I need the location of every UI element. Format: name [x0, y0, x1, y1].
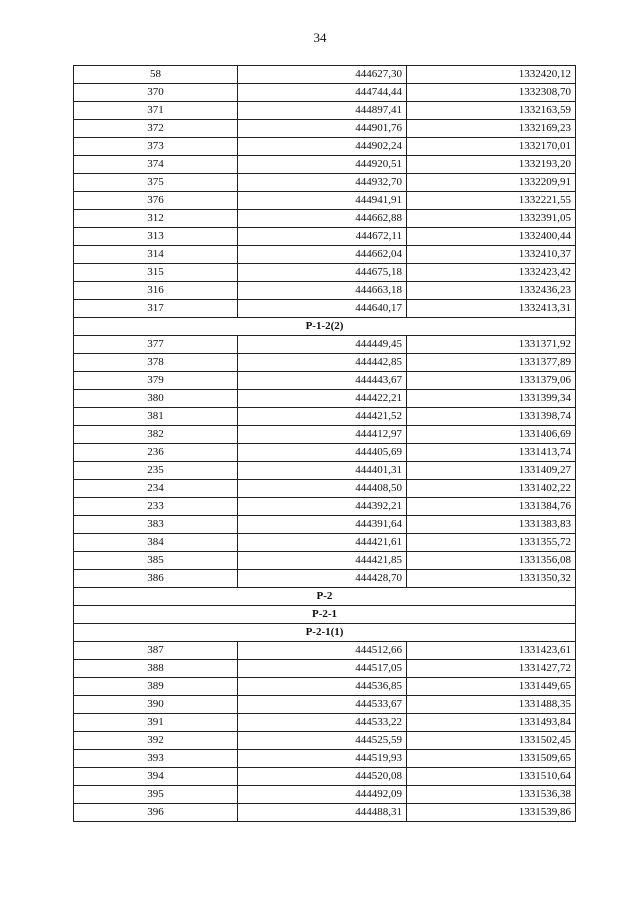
x-coordinate-cell: 444672,11 [238, 228, 407, 246]
x-coordinate-cell: 444517,05 [238, 660, 407, 678]
y-coordinate-cell: 1331350,32 [407, 570, 576, 588]
point-number-cell: 379 [74, 372, 238, 390]
table-row [74, 66, 576, 84]
x-coordinate-cell: 444897,41 [238, 102, 407, 120]
table-row [74, 444, 576, 462]
table-row [74, 120, 576, 138]
x-coordinate-cell: 444520,08 [238, 768, 407, 786]
y-coordinate-cell: 1331488,35 [407, 696, 576, 714]
point-number-cell: 394 [74, 768, 238, 786]
y-coordinate-cell: 1331398,74 [407, 408, 576, 426]
table-row [74, 426, 576, 444]
point-number-cell: 380 [74, 390, 238, 408]
y-coordinate-cell: 1331355,72 [407, 534, 576, 552]
table-row [74, 336, 576, 354]
point-number-cell: 233 [74, 498, 238, 516]
y-coordinate-cell: 1331413,74 [407, 444, 576, 462]
y-coordinate-cell: 1331493,84 [407, 714, 576, 732]
point-number-cell: 313 [74, 228, 238, 246]
section-label: Р-2-1(1) [74, 624, 576, 642]
y-coordinate-cell: 1331371,92 [407, 336, 576, 354]
section-header-row [74, 624, 576, 642]
y-coordinate-cell: 1332221,55 [407, 192, 576, 210]
y-coordinate-cell: 1331509,65 [407, 750, 576, 768]
y-coordinate-cell: 1331409,27 [407, 462, 576, 480]
y-coordinate-cell: 1331379,06 [407, 372, 576, 390]
table-row [74, 660, 576, 678]
section-header-row [74, 588, 576, 606]
y-coordinate-cell: 1332400,44 [407, 228, 576, 246]
table-row [74, 570, 576, 588]
table-row [74, 732, 576, 750]
y-coordinate-cell: 1331449,65 [407, 678, 576, 696]
x-coordinate-cell: 444422,21 [238, 390, 407, 408]
table-row [74, 786, 576, 804]
y-coordinate-cell: 1331423,61 [407, 642, 576, 660]
section-label: Р-1-2(2) [74, 318, 576, 336]
x-coordinate-cell: 444941,91 [238, 192, 407, 210]
point-number-cell: 234 [74, 480, 238, 498]
x-coordinate-cell: 444401,31 [238, 462, 407, 480]
x-coordinate-cell: 444533,67 [238, 696, 407, 714]
y-coordinate-cell: 1331536,38 [407, 786, 576, 804]
section-label: Р-2 [74, 588, 576, 606]
table-row [74, 228, 576, 246]
table-row [74, 516, 576, 534]
table-row [74, 156, 576, 174]
point-number-cell: 370 [74, 84, 238, 102]
x-coordinate-cell: 444442,85 [238, 354, 407, 372]
point-number-cell: 312 [74, 210, 238, 228]
x-coordinate-cell: 444627,30 [238, 66, 407, 84]
table-row [74, 354, 576, 372]
point-number-cell: 386 [74, 570, 238, 588]
x-coordinate-cell: 444392,21 [238, 498, 407, 516]
point-number-cell: 390 [74, 696, 238, 714]
table-row [74, 264, 576, 282]
point-number-cell: 377 [74, 336, 238, 354]
y-coordinate-cell: 1332391,05 [407, 210, 576, 228]
y-coordinate-cell: 1332410,37 [407, 246, 576, 264]
page-number: 34 [313, 30, 327, 45]
point-number-cell: 371 [74, 102, 238, 120]
x-coordinate-cell: 444412,97 [238, 426, 407, 444]
point-number-cell: 396 [74, 804, 238, 822]
x-coordinate-cell: 444640,17 [238, 300, 407, 318]
x-coordinate-cell: 444744,44 [238, 84, 407, 102]
point-number-cell: 376 [74, 192, 238, 210]
table-row [74, 138, 576, 156]
table-row [74, 498, 576, 516]
y-coordinate-cell: 1332170,01 [407, 138, 576, 156]
table-row [74, 84, 576, 102]
x-coordinate-cell: 444449,45 [238, 336, 407, 354]
x-coordinate-cell: 444663,18 [238, 282, 407, 300]
x-coordinate-cell: 444421,52 [238, 408, 407, 426]
x-coordinate-cell: 444408,50 [238, 480, 407, 498]
table-row [74, 462, 576, 480]
x-coordinate-cell: 444675,18 [238, 264, 407, 282]
table-row [74, 102, 576, 120]
y-coordinate-cell: 1331539,86 [407, 804, 576, 822]
point-number-cell: 315 [74, 264, 238, 282]
x-coordinate-cell: 444421,61 [238, 534, 407, 552]
point-number-cell: 317 [74, 300, 238, 318]
y-coordinate-cell: 1332420,12 [407, 66, 576, 84]
point-number-cell: 385 [74, 552, 238, 570]
point-number-cell: 384 [74, 534, 238, 552]
table-row [74, 300, 576, 318]
x-coordinate-cell: 444920,51 [238, 156, 407, 174]
y-coordinate-cell: 1331384,76 [407, 498, 576, 516]
x-coordinate-cell: 444662,88 [238, 210, 407, 228]
x-coordinate-cell: 444421,85 [238, 552, 407, 570]
point-number-cell: 58 [74, 66, 238, 84]
y-coordinate-cell: 1331402,22 [407, 480, 576, 498]
y-coordinate-cell: 1331406,69 [407, 426, 576, 444]
point-number-cell: 375 [74, 174, 238, 192]
x-coordinate-cell: 444443,67 [238, 372, 407, 390]
x-coordinate-cell: 444428,70 [238, 570, 407, 588]
section-header-row [74, 606, 576, 624]
section-label: Р-2-1 [74, 606, 576, 624]
table-row [74, 174, 576, 192]
x-coordinate-cell: 444391,64 [238, 516, 407, 534]
x-coordinate-cell: 444519,93 [238, 750, 407, 768]
y-coordinate-cell: 1332308,70 [407, 84, 576, 102]
point-number-cell: 389 [74, 678, 238, 696]
table-row [74, 642, 576, 660]
table-row [74, 372, 576, 390]
x-coordinate-cell: 444405,69 [238, 444, 407, 462]
y-coordinate-cell: 1332413,31 [407, 300, 576, 318]
table-row [74, 678, 576, 696]
point-number-cell: 373 [74, 138, 238, 156]
table-row [74, 480, 576, 498]
point-number-cell: 314 [74, 246, 238, 264]
y-coordinate-cell: 1332209,91 [407, 174, 576, 192]
coordinates-table-body [74, 66, 576, 822]
point-number-cell: 374 [74, 156, 238, 174]
table-row [74, 750, 576, 768]
table-row [74, 210, 576, 228]
table-row [74, 768, 576, 786]
x-coordinate-cell: 444533,22 [238, 714, 407, 732]
point-number-cell: 387 [74, 642, 238, 660]
x-coordinate-cell: 444536,85 [238, 678, 407, 696]
point-number-cell: 395 [74, 786, 238, 804]
point-number-cell: 381 [74, 408, 238, 426]
x-coordinate-cell: 444525,59 [238, 732, 407, 750]
point-number-cell: 383 [74, 516, 238, 534]
y-coordinate-cell: 1332423,42 [407, 264, 576, 282]
y-coordinate-cell: 1332163,59 [407, 102, 576, 120]
coordinates-table [73, 65, 576, 822]
y-coordinate-cell: 1331510,64 [407, 768, 576, 786]
point-number-cell: 392 [74, 732, 238, 750]
table-row [74, 534, 576, 552]
y-coordinate-cell: 1331377,89 [407, 354, 576, 372]
x-coordinate-cell: 444901,76 [238, 120, 407, 138]
x-coordinate-cell: 444932,70 [238, 174, 407, 192]
y-coordinate-cell: 1331383,83 [407, 516, 576, 534]
table-row [74, 552, 576, 570]
table-row [74, 714, 576, 732]
table-row [74, 408, 576, 426]
y-coordinate-cell: 1331399,34 [407, 390, 576, 408]
x-coordinate-cell: 444512,66 [238, 642, 407, 660]
table-row [74, 696, 576, 714]
point-number-cell: 391 [74, 714, 238, 732]
y-coordinate-cell: 1331427,72 [407, 660, 576, 678]
y-coordinate-cell: 1332193,20 [407, 156, 576, 174]
point-number-cell: 372 [74, 120, 238, 138]
y-coordinate-cell: 1332436,23 [407, 282, 576, 300]
point-number-cell: 393 [74, 750, 238, 768]
y-coordinate-cell: 1331502,45 [407, 732, 576, 750]
x-coordinate-cell: 444492,09 [238, 786, 407, 804]
table-row [74, 246, 576, 264]
table-row [74, 282, 576, 300]
x-coordinate-cell: 444902,24 [238, 138, 407, 156]
section-header-row [74, 318, 576, 336]
point-number-cell: 382 [74, 426, 238, 444]
x-coordinate-cell: 444488,31 [238, 804, 407, 822]
table-row [74, 804, 576, 822]
point-number-cell: 236 [74, 444, 238, 462]
x-coordinate-cell: 444662,04 [238, 246, 407, 264]
point-number-cell: 388 [74, 660, 238, 678]
y-coordinate-cell: 1332169,23 [407, 120, 576, 138]
table-row [74, 192, 576, 210]
point-number-cell: 235 [74, 462, 238, 480]
table-row [74, 390, 576, 408]
point-number-cell: 316 [74, 282, 238, 300]
point-number-cell: 378 [74, 354, 238, 372]
y-coordinate-cell: 1331356,08 [407, 552, 576, 570]
